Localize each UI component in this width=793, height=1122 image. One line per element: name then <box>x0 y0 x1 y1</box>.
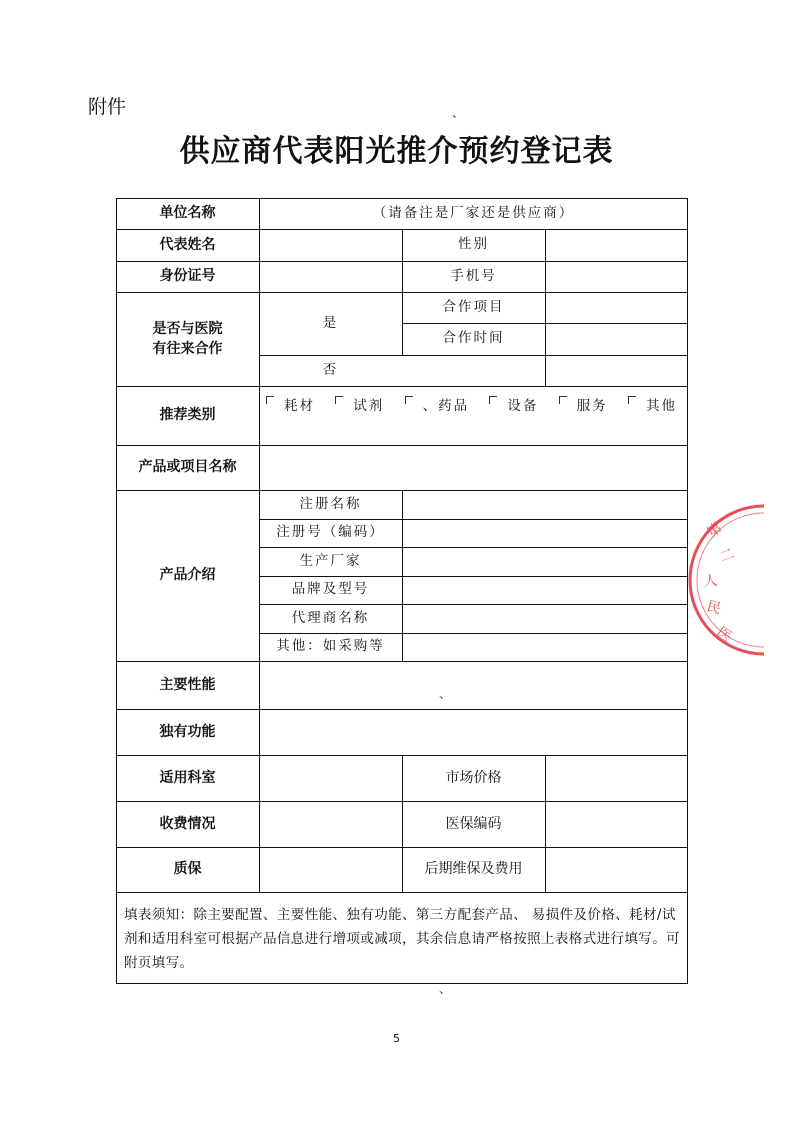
unit-name-label: 单位名称 <box>159 205 216 222</box>
stray-mark: 、 <box>452 106 465 120</box>
checkbox-icon[interactable] <box>489 396 497 404</box>
checkbox-icon[interactable] <box>559 396 567 404</box>
product-field-label: 其他：如采购等 <box>276 638 385 655</box>
checkbox-icon[interactable] <box>335 396 343 404</box>
svg-text:民: 民 <box>704 598 723 618</box>
category-option: 、药品 <box>422 398 470 414</box>
gender-label: 性别 <box>458 236 489 253</box>
category-option: 服务 <box>576 398 608 414</box>
no-option[interactable]: 否 <box>322 361 339 378</box>
phone-label: 手机号 <box>450 267 497 284</box>
market-price-field[interactable] <box>545 755 688 801</box>
charge-label: 收费情况 <box>159 815 216 832</box>
coop-project-field[interactable] <box>545 292 688 323</box>
department-field[interactable] <box>259 755 402 801</box>
rep-name-label: 代表姓名 <box>159 236 216 253</box>
yes-option[interactable]: 是 <box>322 314 339 331</box>
page-title: 供应商代表阳光推介预约登记表 <box>179 134 614 169</box>
main-performance-label: 主要性能 <box>159 676 216 693</box>
gender-field[interactable] <box>545 229 688 261</box>
category-option: 其他 <box>645 398 677 414</box>
unique-function-field[interactable] <box>259 709 688 755</box>
cooperation-label-line1: 是否与医院 <box>152 320 223 337</box>
category-options <box>266 395 681 417</box>
category-option: 设备 <box>507 398 539 414</box>
warranty-label: 质保 <box>173 861 202 878</box>
after-sales-field[interactable] <box>545 847 688 892</box>
warranty-field[interactable] <box>259 847 402 892</box>
checkbox-icon[interactable] <box>405 396 413 404</box>
product-field-label: 注册名称 <box>299 495 362 512</box>
insurance-code-field[interactable] <box>545 801 688 847</box>
phone-field[interactable] <box>545 261 688 292</box>
fill-notice: 填表须知：除主要配置、主要性能、独有功能、第三方配套产品、 易损件及价格、耗材/试剂和适用科室可根据产品信息进行增项或减项，其余信息请严格按照上表格式进行填写。可附页填写。 <box>124 907 680 971</box>
id-number-field[interactable] <box>259 261 402 292</box>
checkbox-icon[interactable] <box>628 396 636 404</box>
stray-mark: 、 <box>439 687 452 701</box>
product-field-label: 代理商名称 <box>291 609 370 626</box>
coop-project-label: 合作项目 <box>442 298 505 315</box>
checkbox-icon[interactable] <box>266 396 274 404</box>
coop-time-label: 合作时间 <box>442 330 505 347</box>
cooperation-label <box>116 292 259 386</box>
rep-name-field[interactable] <box>259 229 402 261</box>
category-option: 试剂 <box>353 398 385 414</box>
svg-text:人: 人 <box>702 572 719 590</box>
unit-name-field[interactable]: （请备注是厂家还是供应商） <box>372 204 575 221</box>
svg-text:医: 医 <box>713 624 735 646</box>
registration-form <box>116 198 688 984</box>
market-price-label: 市场价格 <box>445 769 502 786</box>
product-field-label: 品牌及型号 <box>291 581 370 598</box>
product-intro-label: 产品介绍 <box>159 567 216 584</box>
cooperation-label-line2: 有往来合作 <box>152 341 223 357</box>
after-sales-label: 后期维保及费用 <box>424 861 523 878</box>
category-option: 耗材 <box>284 398 315 414</box>
official-seal <box>660 500 764 660</box>
svg-text:二: 二 <box>717 545 737 566</box>
charge-field[interactable] <box>259 801 402 847</box>
department-label: 适用科室 <box>159 769 216 786</box>
product-field-label: 注册号（编码） <box>276 524 385 541</box>
insurance-code-label: 医保编码 <box>445 815 502 832</box>
svg-text:第: 第 <box>704 519 726 542</box>
page-number: 5 <box>393 1032 400 1045</box>
id-number-label: 身份证号 <box>159 268 216 285</box>
product-name-label: 产品或项目名称 <box>138 459 237 476</box>
coop-time-field[interactable] <box>545 323 688 355</box>
main-performance-field[interactable] <box>259 661 688 709</box>
stray-mark: 、 <box>439 982 452 996</box>
attachment-label: 附件 <box>88 96 127 118</box>
unique-function-label: 独有功能 <box>159 723 216 740</box>
category-label: 推荐类别 <box>159 407 216 424</box>
product-name-field[interactable] <box>259 445 688 490</box>
product-field-label: 生产厂家 <box>299 552 362 569</box>
